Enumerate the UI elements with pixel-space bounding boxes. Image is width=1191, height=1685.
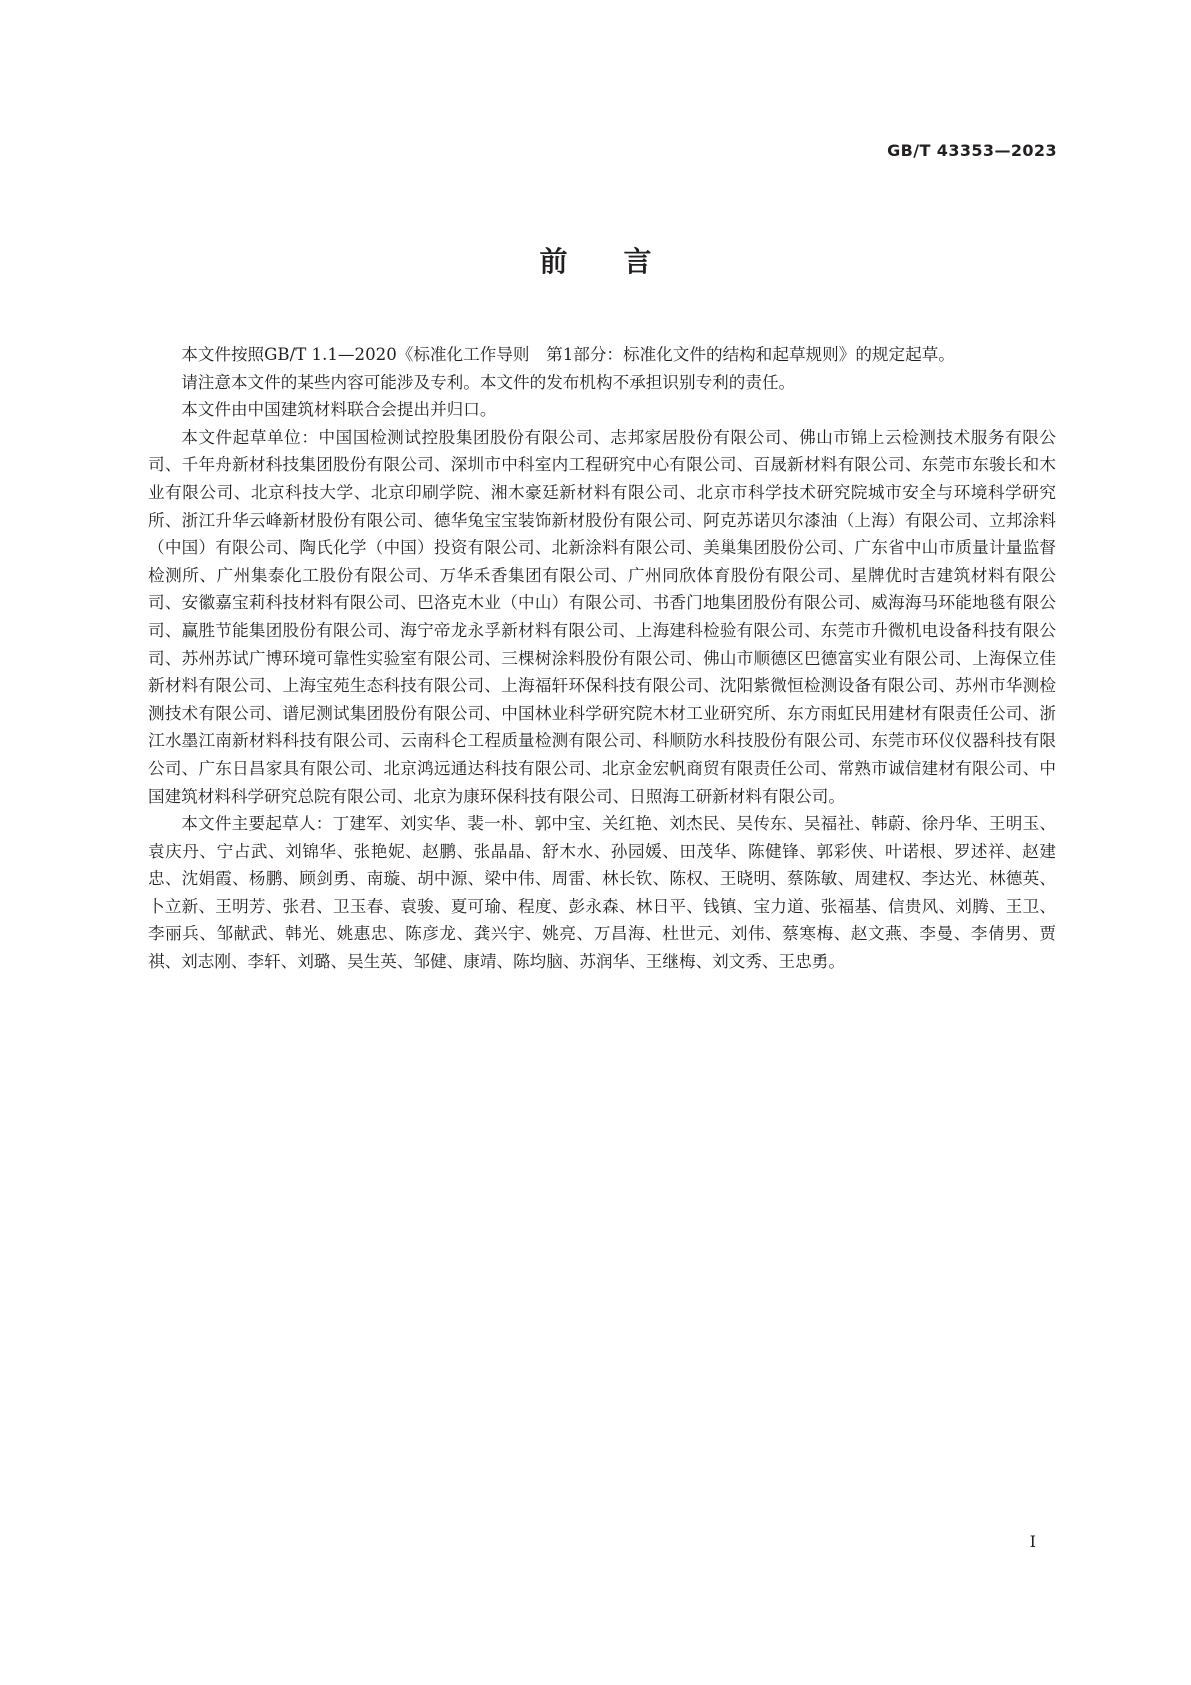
standard-number: GB/T 43353—2023 [887, 141, 1057, 160]
paragraph-patent-notice: 请注意本文件的某些内容可能涉及专利。本文件的发布机构不承担识别专利的责任。 [181, 372, 796, 392]
page-number: I [1029, 1532, 1036, 1551]
document-body [148, 341, 1056, 976]
paragraph-drafting-units: 本文件起草单位：中国国检测试控股集团股份有限公司、志邦家居股份有限公司、佛山市锦上云检测技术服务有限公司、千年舟新材科技集团股份有限公司、深圳市中科室内工程研究中心有限公司、百晟新材料有限公司、东莞市东骏长和木业有限公司、北京科技大学、北京印刷学院、湘木豪廷新材料有限公司、北京市科学技术研究院城市安全与环境科学研究所、浙江升华云峰新材股份有限公司、德华兔宝宝装饰新材股份有限公司、阿克苏诺贝尔漆油（上海）有限公司、立邦涂料（中国）有限公司、陶氏化学（中国）投资有限公司、北新涂料有限公司、美巢集团股份公司、广东省中山市质量计量监督检测所、广州集泰化工股份有限公司、万华禾香集团有限公司、广州同欣体育股份有限公司、星牌优时吉建筑材料有限公司、安徽嘉宝莉科技材料有限公司、巴洛克木业（中山）有限公司、书香门地集团股份有限公司、威海海马环能地毯有限公司、赢胜节能集团股份有限公司、海宁帝龙永孚新材料有限公司、上海建科检验有限公司、东莞市升微机电设备科技有限公司、苏州苏试广博环境可靠性实验室有限公司、三棵树涂料股份有限公司、佛山市顺德区巴德富实业有限公司、上海保立佳新材料有限公司、上海宝苑生态科技有限公司、上海福轩环保科技有限公司、沈阳紫微恒检测设备有限公司、苏州市华测检测技术有限公司、谱尼测试集团股份有限公司、中国林业科学研究院木材工业研究所、东方雨虹民用建材有限责任公司、浙江水墨江南新材料科技有限公司、云南科仑工程质量检测有限公司、科顺防水科技股份有限公司、东莞市环仪仪器科技有限公司、广东日昌家具有限公司、北京鸿远通达科技有限公司、北京金宏帆商贸有限责任公司、常熟市诚信建材有限公司、中国建筑材料科学研究总院有限公司、北京为康环保科技有限公司、日照海工研新材料有限公司。 [148, 427, 1056, 806]
paragraph-drafters: 本文件主要起草人：丁建军、刘实华、裴一朴、郭中宝、关红艳、刘杰民、吴传东、吴福社、韩蔚、徐丹华、王明玉、袁庆丹、宁占武、刘锦华、张艳妮、赵鹏、张晶晶、舒木水、孙园媛、田茂华、陈健锋、郭彩侠、叶诺根、罗述祥、赵建忠、沈娟霞、杨鹏、顾剑勇、南璇、胡中源、梁中伟、周雷、林长钦、陈权、王晓明、蔡陈敏、周建权、李达光、林德英、卜立新、王明芳、张君、卫玉春、袁骏、夏可瑜、程度、彭永森、林日平、钱镇、宝力道、张福基、信贵风、刘腾、王卫、李丽兵、邹献武、韩光、姚惠忠、陈彦龙、龚兴宇、姚亮、万昌海、杜世元、刘伟、蔡寒梅、赵文燕、李曼、李倩男、贾祺、刘志刚、李轩、刘璐、吴生英、邹健、康靖、陈均脑、苏润华、王继梅、刘文秀、王忠勇。 [148, 814, 1056, 972]
paragraph-drafting-rules: 本文件按照GB/T 1.1—2020《标准化工作导则 第1部分：标准化文件的结构和起草规则》的规定起草。 [181, 345, 955, 364]
page-title: 前言 [539, 245, 708, 278]
paragraph-proposer: 本文件由中国建筑材料联合会提出并归口。 [181, 400, 497, 420]
